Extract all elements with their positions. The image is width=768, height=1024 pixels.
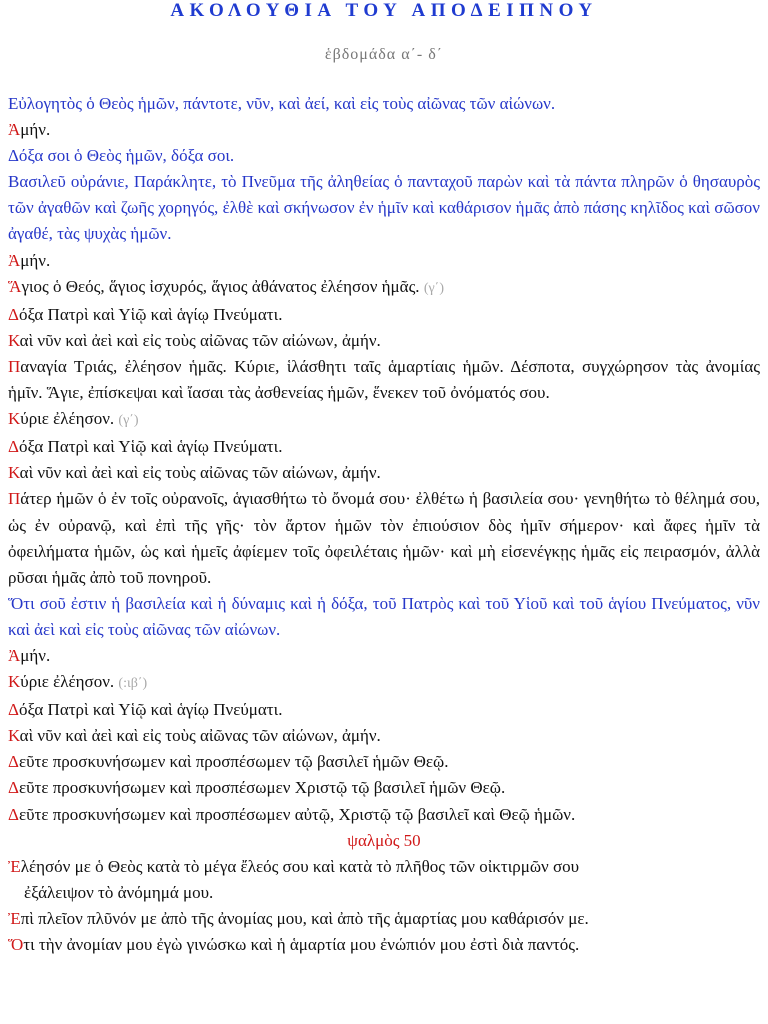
line-text: όξα Πατρὶ καὶ Υἱῷ καὶ ἁγίῳ Πνεύματι.: [18, 700, 283, 720]
line-text: Εὐλογητὸς ὁ Θεὸς ἡμῶν, πάντοτε, νῦν, καὶ ἀεί, καὶ εἰς τοὺς αἰῶνας τῶν αἰώνων.: [8, 94, 556, 113]
red-initial: Δ: [8, 804, 19, 824]
text-line-come-let-us-worship: [8, 775, 760, 801]
line-text: ύριε ἐλέησον.: [20, 672, 115, 692]
text-line-come-let-us-worship: [8, 749, 760, 775]
text-line-amen: [8, 117, 760, 143]
red-initial: Ἐ: [8, 908, 21, 928]
line-text: αὶ νῦν καὶ ἀεὶ καὶ εἰς τοὺς αἰῶνας τῶν αἰώνων, ἀμήν.: [19, 726, 381, 746]
psalm-verse: [8, 906, 760, 932]
line-text: τι τὴν ἀνομίαν μου ἐγὼ γινώσκω καὶ ἡ ἁμαρτία μου ἐνώπιόν μου ἐστὶ διὰ παντός.: [23, 935, 580, 954]
red-initial: Ἐ: [8, 856, 21, 876]
red-initial: Δ: [8, 700, 19, 720]
red-initial: Ἀ: [8, 120, 21, 140]
text-line-amen: [8, 643, 760, 669]
liturgical-text-body: [8, 91, 760, 958]
red-initial: Κ: [8, 672, 21, 692]
text-paragraph-for-thine-is: [8, 591, 760, 643]
line-text: άτερ ἡμῶν ὁ ἐν τοῖς οὐρανοῖς, ἁγιασθήτω τὸ ὄνομά σου· ἐλθέτω ἡ βασιλεία σου· γενηθήτω τὸ θέλημά σου, ὡς ἐν οὐρανῷ, καὶ ἐπὶ τῆς γῆς· τὸν ἄρτον ἡμῶν τὸν ἐπιούσιον δὸς ἡμῖν σήμερον· καὶ ἄφες ἡμῖν τὰ ὀφειλήματα ἡμῶν, ὡς καὶ ἡμεῖς ἀφίεμεν τοῖς ὀφειλέταις ἡμῶν· καὶ μὴ εἰσενέγκῃς ἡμᾶς εἰς πειρασμόν, ἀλλὰ ρῦσαι ἡμᾶς ἀπὸ τοῦ πονηροῦ.: [8, 489, 760, 587]
line-text: εῦτε προσκυνήσωμεν καὶ προσπέσωμεν αὐτῷ, Χριστῷ τῷ βασιλεῖ καὶ Θεῷ ἡμῶν.: [18, 804, 576, 824]
line-text: μήν.: [20, 645, 51, 665]
text-line-now-and-ever: [8, 723, 760, 749]
text-line-trisagion: [8, 274, 760, 302]
text-paragraph-heavenly-king: [8, 169, 760, 247]
text-line-glory: [8, 143, 760, 169]
repeat-note: (γ΄): [118, 413, 139, 429]
text-line-doxology: [8, 302, 760, 328]
red-initial: Δ: [8, 752, 19, 772]
line-text: πὶ πλεῖον πλῦνόν με ἀπὸ τῆς ἀνομίας μου, καὶ ἀπὸ τῆς ἁμαρτίας μου καθάρισόν με.: [20, 908, 589, 928]
red-initial: Ἀ: [8, 250, 21, 270]
text-line-blessing: [8, 91, 760, 117]
line-text: Βασιλεῦ οὐράνιε, Παράκλητε, τὸ Πνεῦμα τῆς ἀληθείας ὁ πανταχοῦ παρὼν καὶ τὰ πάντα πληρῶν ὁ θησαυρὸς τῶν ἀγαθῶν καὶ ζωῆς χορηγός, ἐλθὲ καὶ σκήνωσον ἐν ἡμῖν καὶ καθάρισον ἡμᾶς ἀπὸ πάσης κηλῖδος καὶ σῶσον ἀγαθέ, τὰς ψυχὰς ἡμῶν.: [8, 172, 760, 244]
red-initial: Κ: [8, 409, 21, 429]
line-text: αναγία Τριάς, ἐλέησον ἡμᾶς. Κύριε, ἱλάσθητι ταῖς ἁμαρτίαις ἡμῶν. Δέσποτα, συγχώρησον τὰς ἀνομίας ἡμῖν. Ἅγιε, ἐπίσκεψαι καὶ ἴασαι τὰς ἀσθενείας ἡμῶν, ἕνεκεν τοῦ ὀνόματός σου.: [8, 356, 760, 403]
text-line-lord-have-mercy: [8, 669, 760, 697]
line-text: αὶ νῦν καὶ ἀεὶ καὶ εἰς τοὺς αἰῶνας τῶν αἰώνων, ἀμήν.: [19, 330, 381, 350]
repeat-note: (γ΄): [423, 280, 444, 296]
line-text: Ὅτι σοῦ ἐστιν ἡ βασιλεία καὶ ἡ δύναμις καὶ ἡ δόξα, τοῦ Πατρὸς καὶ τοῦ Υἱοῦ καὶ τοῦ ἁγίου Πνεύματος, νῦν καὶ ἀεὶ καὶ εἰς τοὺς αἰῶνας τῶν αἰώνων.: [8, 593, 760, 639]
line-text: μήν.: [20, 120, 51, 140]
red-initial: Κ: [8, 463, 20, 483]
red-initial: Δ: [8, 778, 19, 798]
line-text: γιος ὁ Θεός, ἅγιος ἰσχυρός, ἅγιος ἀθάνατος ἐλέησον ἡμᾶς.: [21, 276, 420, 296]
text-line-now-and-ever: [8, 328, 760, 354]
red-initial: Ἅ: [8, 276, 22, 296]
psalm-verse: [8, 932, 760, 958]
text-line-lord-have-mercy: [8, 406, 760, 434]
red-initial: Κ: [8, 726, 20, 746]
line-text: όξα Πατρὶ καὶ Υἱῷ καὶ ἁγίῳ Πνεύματι.: [18, 437, 283, 457]
repeat-note: (:ιβ΄): [118, 676, 148, 692]
red-initial: Δ: [8, 437, 19, 457]
psalm-verse: [8, 854, 760, 880]
text-line-doxology: [8, 697, 760, 723]
text-paragraph-holy-trinity: [8, 354, 760, 406]
red-initial: Ὅ: [8, 935, 24, 954]
red-initial: Π: [8, 489, 21, 509]
text-line-doxology: [8, 434, 760, 460]
line-text: εῦτε προσκυνήσωμεν καὶ προσπέσωμεν Χριστῷ τῷ βασιλεῖ ἡμῶν Θεῷ.: [18, 778, 506, 798]
red-initial: Κ: [8, 330, 20, 350]
document-title: ΑΚΟΛΟΥΘΙΑ ΤΟΥ ΑΠΟΔΕΙΠΝΟΥ: [170, 0, 598, 21]
line-text: όξα Πατρὶ καὶ Υἱῷ καὶ ἁγίῳ Πνεύματι.: [18, 304, 283, 324]
line-text: εῦτε προσκυνήσωμεν καὶ προσπέσωμεν τῷ βασιλεῖ ἡμῶν Θεῷ.: [18, 752, 449, 772]
line-text: ύριε ἐλέησον.: [20, 409, 115, 429]
line-text: λέησόν με ὁ Θεὸς κατὰ τὸ μέγα ἔλεός σου καὶ κατὰ τὸ πλῆθος τῶν οἰκτιρμῶν σου: [20, 856, 580, 876]
document-subtitle: ἑβδομάδα α΄- δ΄: [324, 46, 444, 63]
line-text: Δόξα σοι ὁ Θεὸς ἡμῶν, δόξα σοι.: [8, 146, 235, 166]
text-line-come-let-us-worship: [8, 802, 760, 828]
line-text: αὶ νῦν καὶ ἀεὶ καὶ εἰς τοὺς αἰῶνας τῶν αἰώνων, ἀμήν.: [19, 463, 381, 483]
red-initial: Π: [8, 356, 21, 376]
text-line-now-and-ever: [8, 460, 760, 486]
line-text: μήν.: [20, 250, 51, 270]
text-line-amen: [8, 248, 760, 274]
red-initial: Δ: [8, 304, 19, 324]
line-text: ἐξάλειψον τὸ ἀνόμημά μου.: [24, 882, 214, 902]
psalm-verse-continuation: [8, 880, 760, 906]
red-initial: Ἀ: [8, 645, 21, 665]
psalm-heading: ψαλμὸς 50: [347, 830, 421, 850]
text-paragraph-our-father: [8, 486, 760, 590]
